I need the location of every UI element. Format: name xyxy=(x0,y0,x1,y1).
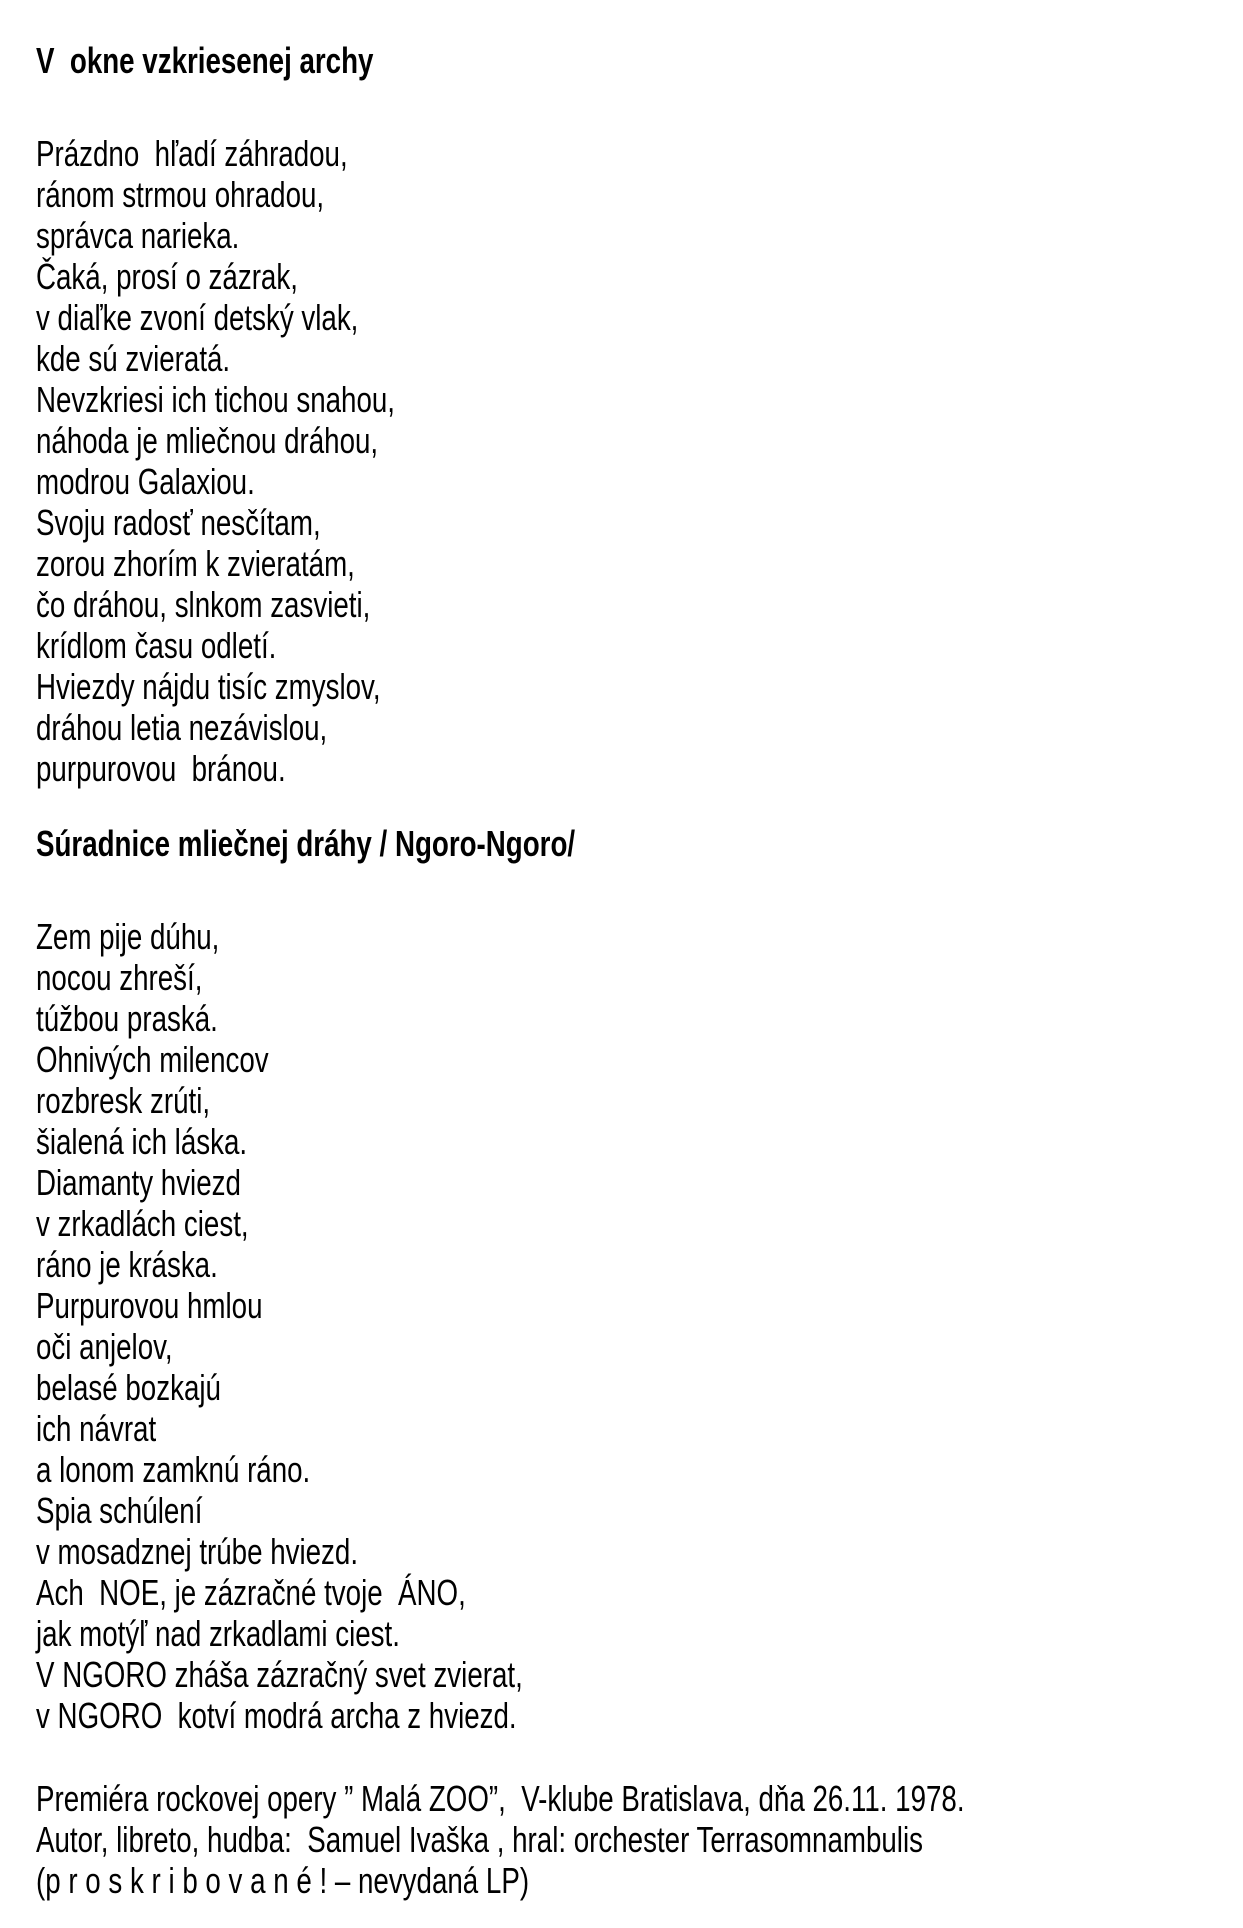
credits-line: Premiéra rockovej opery ” Malá ZOO”, V-klube Bratislava, dňa 26.11. 1978. xyxy=(36,1778,965,1819)
poem-line: krídlom času odletí. xyxy=(36,625,277,666)
credits-line: (p r o s k r i b o v a n é ! – nevydaná LP) xyxy=(36,1860,530,1901)
poem-line: purpurovou bránou. xyxy=(36,748,286,789)
poem-2-stanza xyxy=(36,916,1243,1736)
poem-line: Purpurovou hmlou xyxy=(36,1285,263,1326)
document-content xyxy=(36,40,1243,1901)
poem-line: a lonom zamknú ráno. xyxy=(36,1449,311,1490)
poem-line: ich návrat xyxy=(36,1408,157,1449)
poem-line: ráno je kráska. xyxy=(36,1244,218,1285)
poem-line: modrou Galaxiou. xyxy=(36,461,255,502)
poem-line: Svoju radosť nesčítam, xyxy=(36,502,321,543)
poem-line: dráhou letia nezávislou, xyxy=(36,707,328,748)
poem-line: Ach NOE, je zázračné tvoje ÁNO, xyxy=(36,1572,466,1613)
poem-line: oči anjelov, xyxy=(36,1326,173,1367)
poem-line: Hviezdy nájdu tisíc zmyslov, xyxy=(36,666,381,707)
poem-line: náhoda je mliečnou dráhou, xyxy=(36,420,379,461)
credits-line: Autor, libreto, hudba: Samuel Ivaška , hral: orchester Terrasomnambulis xyxy=(36,1819,923,1860)
poem-line: v mosadznej trúbe hviezd. xyxy=(36,1531,359,1572)
poem-line: v NGORO kotví modrá archa z hviezd. xyxy=(36,1695,517,1736)
poem-line: zorou zhorím k zvieratám, xyxy=(36,543,355,584)
poem-line: čo dráhou, slnkom zasvieti, xyxy=(36,584,371,625)
poem-line: Diamanty hviezd xyxy=(36,1162,241,1203)
poem-line: túžbou praská. xyxy=(36,998,218,1039)
poem-1-stanza xyxy=(36,133,1243,789)
poem-1-title: V okne vzkriesenej archy xyxy=(36,40,374,81)
poem-line: jak motýľ nad zrkadlami ciest. xyxy=(36,1613,400,1654)
poem-line: Zem pije dúhu, xyxy=(36,916,220,957)
poem-line: nocou zhreší, xyxy=(36,957,203,998)
poem-line: v diaľke zvoní detský vlak, xyxy=(36,297,359,338)
poem-line: Spia schúlení xyxy=(36,1490,203,1531)
poem-line: šialená ich láska. xyxy=(36,1121,248,1162)
poem-line: belasé bozkajú xyxy=(36,1367,221,1408)
poem-line: správca narieka. xyxy=(36,215,240,256)
poem-line: Ohnivých milencov xyxy=(36,1039,269,1080)
poem-line: Prázdno hľadí záhradou, xyxy=(36,133,348,174)
poem-line: v zrkadlách ciest, xyxy=(36,1203,249,1244)
poem-2-title: Súradnice mliečnej dráhy / Ngoro-Ngoro/ xyxy=(36,823,576,864)
credits-block xyxy=(36,1778,1243,1901)
poem-line: Nevzkriesi ich tichou snahou, xyxy=(36,379,396,420)
poem-line: rozbresk zrúti, xyxy=(36,1080,211,1121)
poem-line: kde sú zvieratá. xyxy=(36,338,231,379)
poem-line: Čaká, prosí o zázrak, xyxy=(36,256,298,297)
poem-line: V NGORO zháša zázračný svet zvierat, xyxy=(36,1654,523,1695)
poem-line: ránom strmou ohradou, xyxy=(36,174,325,215)
